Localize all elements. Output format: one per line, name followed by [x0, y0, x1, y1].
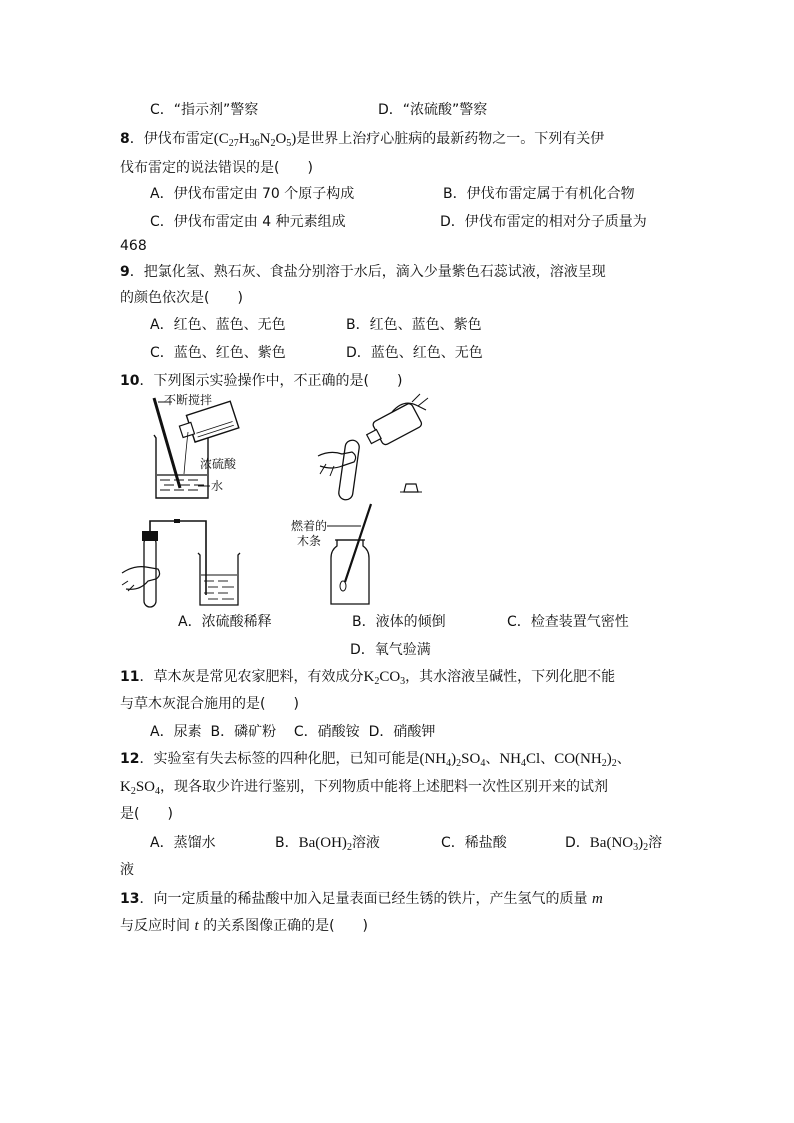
q9-option-a: A．红色、蓝色、无色	[150, 317, 286, 333]
q8-option-d-continued: 468	[120, 238, 147, 254]
q9-option-d: D．蓝色、红色、无色	[346, 345, 483, 361]
q8-option-a: A．伊伐布雷定由 70 个原子构成	[150, 186, 355, 202]
beaker-c	[198, 553, 240, 605]
gas-bottle	[331, 540, 369, 604]
q9-option-c: C．蓝色、红色、紫色	[150, 345, 286, 361]
fig-a-label-acid: 浓硫酸	[200, 457, 237, 471]
q11-stem-start: ．草木灰是常见农家肥料，有效成分	[139, 669, 364, 685]
q9-number: 9	[120, 264, 130, 280]
q8-line2: 伐布雷定的说法错误的是( )	[120, 160, 313, 176]
q10-stem: ．下列图示实验操作中，不正确的是( )	[139, 373, 403, 389]
q13-line1	[120, 889, 603, 909]
q9-line2: 的颜色依次是( )	[120, 290, 243, 306]
wooden-splint	[345, 504, 371, 582]
q11-option-a: A．尿素	[150, 724, 202, 740]
q11-line2: 与草木灰混合施用的是( )	[120, 696, 299, 712]
q12-formula-ammonium-chloride: $NH_4Cl$	[499, 751, 541, 769]
q11-option-b: B．磷矿粉	[210, 724, 277, 740]
q7-option-d: D．“浓硫酸”警察	[378, 102, 488, 118]
figure-b-pouring	[312, 392, 447, 507]
q10-line1	[120, 371, 402, 391]
q7-option-c: C．“指示剂”警察	[150, 102, 259, 118]
q12-stem-cont: ，现各取少许进行鉴别，下列物质中能将上述肥料一次性区别开来的试剂	[160, 779, 609, 795]
stopper	[404, 484, 418, 492]
q11-options	[150, 722, 435, 742]
q8-number: 8	[120, 131, 130, 147]
q8-line1	[120, 129, 604, 149]
q11-formula: $K_2CO_3$	[363, 669, 406, 687]
q8-option-c: C．伊伐布雷定由 4 种元素组成	[150, 214, 346, 230]
figure-d-oxygen-test	[285, 500, 385, 610]
q10-option-a: A．浓硫酸稀释	[178, 614, 272, 630]
figure-a-dilution	[140, 390, 270, 505]
q13-var-m: m	[591, 891, 603, 907]
q11-line1	[120, 667, 615, 687]
q11-stem-end: ，其水溶液呈碱性，下列化肥不能	[405, 669, 616, 685]
q9-option-b: B．红色、蓝色、紫色	[346, 317, 482, 333]
q12-line3: 是( )	[120, 806, 173, 822]
q12-option-b: B．$Ba(OH)_2$溶液	[275, 835, 380, 853]
figure-c-airtightness	[118, 515, 243, 615]
q10-option-c: C．检查装置气密性	[507, 614, 629, 630]
hand-c	[122, 567, 160, 590]
q8-option-b: B．伊伐布雷定属于有机化合物	[443, 186, 635, 202]
fig-d-label-2: 木条	[297, 534, 322, 548]
q11-option-d: D．硝酸钾	[368, 724, 436, 740]
q12-line2	[120, 777, 608, 797]
q12-stem-start: ．实验室有失去标签的四种化肥，已知可能是	[139, 751, 420, 767]
q12-formula-urea: $CO(NH_2)_2$	[554, 751, 617, 769]
q12-option-d-continued: 液	[120, 862, 134, 878]
q8-stem-start: ．伊伐布雷定	[129, 131, 214, 147]
q10-option-b: B．液体的倾倒	[352, 614, 446, 630]
fig-a-label-water: 水	[211, 479, 224, 493]
q10-option-d: D．氧气验满	[350, 642, 431, 658]
delivery-tube	[150, 521, 206, 595]
q9-line1	[120, 262, 606, 282]
q11-option-c: C．硝酸铵	[293, 724, 360, 740]
q10-number: 10	[120, 373, 140, 389]
hand-left	[318, 452, 356, 468]
q8-stem-end: 是世界上治疗心脏病的最新药物之一。下列有关伊	[296, 131, 605, 147]
q9-stem: ．把氯化氢、熟石灰、食盐分别溶于水后，滴入少量紫色石蕊试液，溶液呈现	[129, 264, 606, 280]
fig-a-label-stir: 不断搅拌	[164, 393, 213, 407]
q13-var-t: t	[194, 918, 199, 934]
q12-option-d: D．$Ba(NO_3)_2$溶	[565, 835, 663, 853]
rubber-stopper	[142, 531, 158, 541]
test-tube-c	[144, 537, 156, 607]
q12-formula-potassium-sulfate: $K_2SO_4$	[120, 779, 161, 797]
q13-number: 13	[120, 891, 140, 907]
test-tube	[338, 439, 360, 500]
acid-bottle	[177, 401, 239, 445]
q12-line1: 12．实验室有失去标签的四种化肥，已知可能是$(NH_4)_2SO_4$、$NH_4Cl$、$CO(NH_2)_2$、	[120, 751, 631, 769]
reagent-bottle	[363, 402, 423, 450]
fig-d-label-1: 燃着的	[291, 519, 328, 533]
q11-number: 11	[120, 669, 140, 685]
q8-option-d: D．伊伐布雷定的相对分子质量为	[440, 214, 647, 230]
q13-stem: ．向一定质量的稀盐酸中加入足量表面已经生锈的铁片，产生氢气的质量	[139, 891, 588, 907]
q13-line2: 与反应时间 t 的关系图像正确的是( )	[120, 918, 369, 934]
q12-formula-ammonium-sulfate: $(NH_4)_2SO_4$	[419, 751, 486, 769]
q8-formula: $(C_{27}H_{36}N_2O_5)$	[213, 131, 297, 149]
q12-option-c: C．稀盐酸	[441, 835, 507, 851]
q12-number: 12	[120, 751, 140, 767]
q12-option-a: A．蒸馏水	[150, 835, 216, 851]
